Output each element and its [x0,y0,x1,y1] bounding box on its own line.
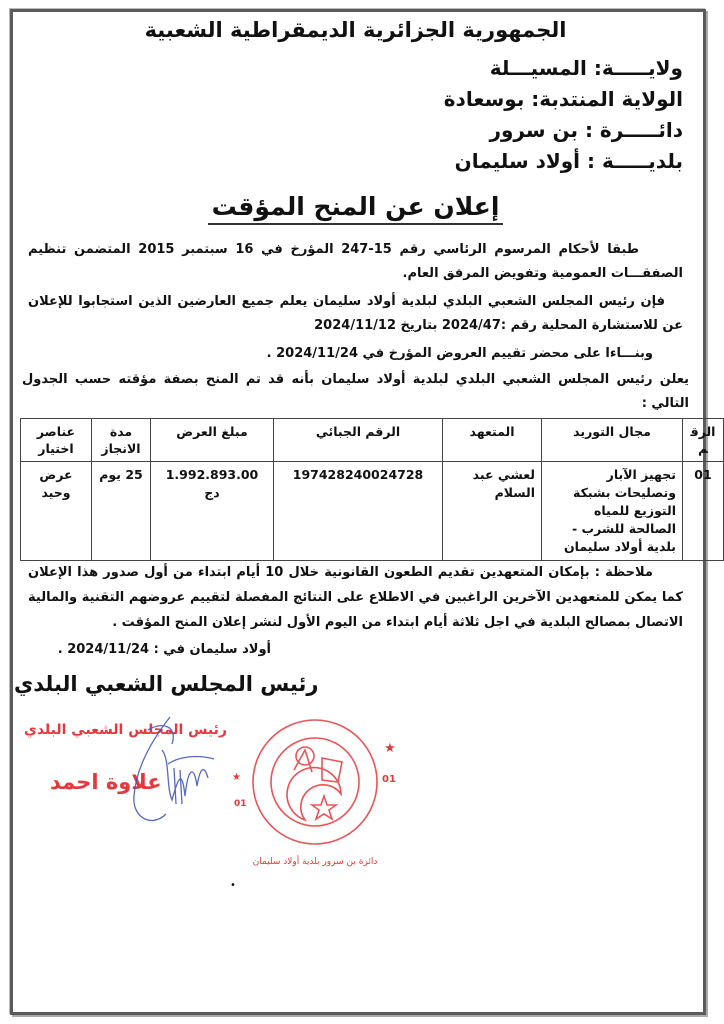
delegated-wilaya-line: الولاية المنتدبة: بوسعادة [443,87,683,111]
signatory-title: رئيس المجلس الشعبي البلدي [14,672,319,696]
seal-star [312,796,336,819]
seal-star-icon-left: ★ [232,772,241,783]
header-field: مجال التوريد [542,419,683,462]
header-tax-id: الرقم الجبائي [274,419,443,462]
handwritten-signature [120,712,220,832]
daira-line: دائـــــرة : بن سرور [489,118,683,142]
paragraph-legal-basis: طبقا لأحكام المرسوم الرئاسي رقم 15-247 المؤرخ في 16 سبتمبر 2015 المتضمن تنظيم الصفقـــات العمومية وتفويض المرفق العام. [28,242,683,281]
stamp-title: رئيس المجلس الشعبي البلدي [24,722,227,738]
document-title [0,192,711,221]
document-title-text: إعلان عن المنح المؤقت [208,192,504,225]
paragraph-consultation: فإن رئيس المجلس الشعبي البلدي لبلدية أولاد سليمان يعلم جميع العارضين الذين استجابوا للإعلان عن للاستشارة المحلية رقم :2024/47 بتاريخ 2024/11/12 [28,294,683,333]
cell-number: 01 [683,462,724,561]
paragraph-announcement: يعلن رئيس المجلس الشعبي البلدي لبلدية أولاد سليمان بأنه قد تم المنح بصفة مؤقته حسب الجدول التالي : [22,372,689,411]
wilaya-line: ولايـــــة: المسيـــلة [489,56,683,80]
cell-field: تجهيز الآبار وتصليحات بشبكة التوزيع للمياه الصالحة للشرب - بلدية أولاد سليمان [542,462,683,561]
paragraph-evaluation: وبنـــاءا على محضر تقييم العروض المؤرخ في 2024/11/24 . [266,346,653,361]
header-amount: مبلغ العرض [151,419,274,462]
cell-amount: 1.992.893.00 دج [151,462,274,561]
header-criteria: عناصر اختيار [21,419,92,462]
seal-inner-ring [271,738,359,826]
cell-contractor: لعشي عبد السلام [443,462,542,561]
place-date: أولاد سليمان في : 2024/11/24 . [57,642,271,657]
header-contractor: المتعهد [443,419,542,462]
table-row [21,462,724,561]
cell-duration: 25 يوم [92,462,151,561]
header-number: الرقم [683,419,724,462]
republic-header: الجمهورية الجزائرية الديمقراطية الشعبية [144,18,567,42]
header-duration: مدة الانجاز [92,419,151,462]
official-seal [230,710,400,870]
award-table [20,418,724,561]
stamp-name: علاوة احمد [50,770,162,794]
seal-number-right: 01 [382,774,396,785]
seal-number-left: 01 [234,799,247,809]
seal-crescent [287,768,341,820]
table-header-row [21,419,724,462]
baladiya-line: بلديـــــة : أولاد سليمان [454,149,683,173]
cell-tax-id: 197428240024728 [274,462,443,561]
seal-text: دائرة بن سرور بلدية أولاد سليمان [252,857,378,867]
page-mark: • [230,880,236,891]
cell-criteria: عرض وحيد [21,462,92,561]
note-paragraph: ملاحظة : بإمكان المتعهدين تقديم الطعون القانونية خلال 10 أيام ابتداء من أول صدور هذا الإعلان كما يمكن للمتعهدين الآخرين الراغبين في الاطلاع على النتائج المفصلة لتقييم عروضهم التقنية والمالية الاتصال بمصالح البلدية في اجل ثلاثة أيام ابتداء من اليوم الأول لنشر إعلان المنح المؤقت . [28,565,683,630]
seal-star-icon: ★ [384,741,396,756]
